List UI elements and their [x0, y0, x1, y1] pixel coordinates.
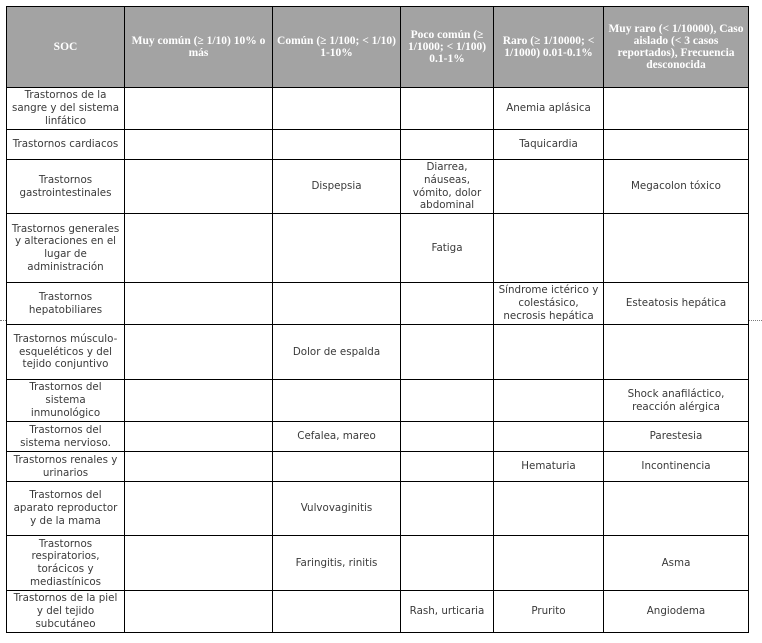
cell-raro: Anemia aplásica — [494, 88, 604, 130]
table-row — [7, 452, 749, 482]
cell-raro: Taquicardia — [494, 130, 604, 160]
cell-poco-comun: Diarrea, náuseas, vómito, dolor abdominal — [401, 160, 494, 214]
cell-muy-raro — [604, 482, 749, 536]
table-row — [7, 422, 749, 452]
header-muy-raro: Muy raro (< 1/10000), Caso aislado (< 3 casos reportados), Frecuencia desconocida — [604, 7, 749, 88]
table-row — [7, 536, 749, 591]
adverse-reactions-table — [6, 6, 749, 633]
table-row — [7, 130, 749, 160]
cell-raro — [494, 422, 604, 452]
cell-comun — [273, 380, 401, 422]
cell-muy-raro: Parestesia — [604, 422, 749, 452]
cell-raro — [494, 482, 604, 536]
table-row — [7, 325, 749, 380]
cell-muy-raro: Incontinencia — [604, 452, 749, 482]
cell-raro: Síndrome ictérico y colestásico, necrosis hepática — [494, 283, 604, 325]
cell-comun — [273, 591, 401, 633]
cell-raro: Hematuria — [494, 452, 604, 482]
cell-muy-raro — [604, 214, 749, 283]
cell-comun — [273, 130, 401, 160]
cell-muy-comun — [125, 482, 273, 536]
cell-poco-comun: Fatiga — [401, 214, 494, 283]
cell-muy-raro: Shock anafiláctico, reacción alérgica — [604, 380, 749, 422]
cell-poco-comun — [401, 452, 494, 482]
cell-poco-comun — [401, 88, 494, 130]
cell-muy-raro: Angiodema — [604, 591, 749, 633]
cell-soc: Trastornos cardiacos — [7, 130, 125, 160]
cell-raro — [494, 214, 604, 283]
cell-muy-comun — [125, 214, 273, 283]
cell-soc: Trastornos de la sangre y del sistema linfático — [7, 88, 125, 130]
cell-soc: Trastornos del sistema nervioso. — [7, 422, 125, 452]
cell-soc: Trastornos hepatobiliares — [7, 283, 125, 325]
cell-comun — [273, 214, 401, 283]
cell-raro — [494, 380, 604, 422]
cell-soc: Trastornos gastrointestinales — [7, 160, 125, 214]
cell-comun: Cefalea, mareo — [273, 422, 401, 452]
table-row — [7, 160, 749, 214]
cell-muy-comun — [125, 452, 273, 482]
cell-raro — [494, 325, 604, 380]
cell-muy-comun — [125, 88, 273, 130]
header-comun: Común (≥ 1/100; < 1/10) 1-10% — [273, 7, 401, 88]
cell-muy-comun — [125, 130, 273, 160]
cell-comun: Dolor de espalda — [273, 325, 401, 380]
cell-raro — [494, 536, 604, 591]
cell-muy-comun — [125, 536, 273, 591]
table-row — [7, 214, 749, 283]
table-row — [7, 380, 749, 422]
cell-muy-raro: Megacolon tóxico — [604, 160, 749, 214]
cell-soc: Trastornos generales y alteraciones en el lugar de administración — [7, 214, 125, 283]
cell-comun — [273, 283, 401, 325]
cell-muy-raro — [604, 88, 749, 130]
cell-raro: Prurito — [494, 591, 604, 633]
cell-soc: Trastornos músculo-esqueléticos y del tejido conjuntivo — [7, 325, 125, 380]
header-row — [7, 7, 749, 88]
header-muy-comun: Muy común (≥ 1/10) 10% o más — [125, 7, 273, 88]
header-raro: Raro (≥ 1/10000; < 1/1000) 0.01-0.1% — [494, 7, 604, 88]
table-row — [7, 591, 749, 633]
cell-poco-comun — [401, 422, 494, 452]
cell-comun — [273, 88, 401, 130]
cell-muy-comun — [125, 283, 273, 325]
header-poco-comun: Poco común (≥ 1/1000; < 1/100) 0.1-1% — [401, 7, 494, 88]
cell-muy-raro: Asma — [604, 536, 749, 591]
cell-poco-comun — [401, 536, 494, 591]
cell-soc: Trastornos renales y urinarios — [7, 452, 125, 482]
cell-muy-raro: Esteatosis hepática — [604, 283, 749, 325]
cell-muy-comun — [125, 422, 273, 452]
cell-muy-comun — [125, 160, 273, 214]
cell-soc: Trastornos de la piel y del tejido subcutáneo — [7, 591, 125, 633]
cell-poco-comun — [401, 325, 494, 380]
header-soc: SOC — [7, 7, 125, 88]
cell-comun: Vulvovaginitis — [273, 482, 401, 536]
cell-poco-comun — [401, 283, 494, 325]
table-row — [7, 88, 749, 130]
cell-comun: Faringitis, rinitis — [273, 536, 401, 591]
cell-muy-comun — [125, 325, 273, 380]
cell-poco-comun — [401, 380, 494, 422]
table-row — [7, 482, 749, 536]
cell-raro — [494, 160, 604, 214]
cell-muy-comun — [125, 380, 273, 422]
table-row — [7, 283, 749, 325]
cell-soc: Trastornos del aparato reproductor y de la mama — [7, 482, 125, 536]
cell-muy-raro — [604, 130, 749, 160]
cell-muy-raro — [604, 325, 749, 380]
cell-comun — [273, 452, 401, 482]
cell-poco-comun — [401, 482, 494, 536]
cell-comun: Dispepsia — [273, 160, 401, 214]
cell-soc: Trastornos del sistema inmunológico — [7, 380, 125, 422]
cell-poco-comun — [401, 130, 494, 160]
cell-poco-comun: Rash, urticaria — [401, 591, 494, 633]
cell-muy-comun — [125, 591, 273, 633]
cell-soc: Trastornos respiratorios, torácicos y mediastínicos — [7, 536, 125, 591]
